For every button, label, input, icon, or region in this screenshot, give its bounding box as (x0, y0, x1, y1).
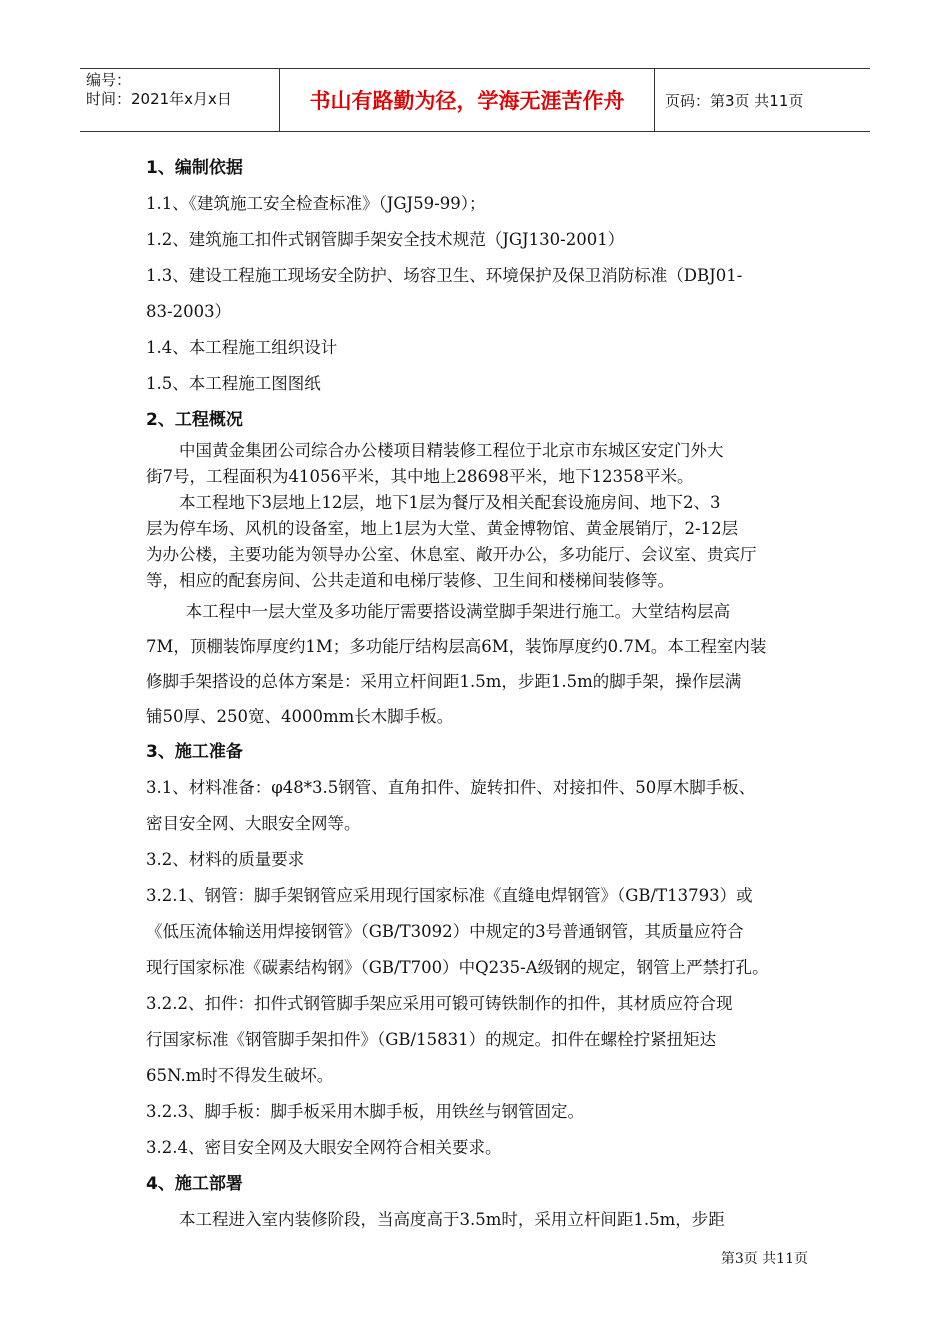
s4-para1-line1: 本工程进入室内装修阶段，当高度高于3.5m时，采用立杆间距1.5m，步距 (179, 1210, 725, 1229)
s3-item-3b: 《低压流体输送用焊接钢管》（GB/T3092）中规定的3号普通钢管，其质量应符合 (146, 922, 744, 941)
s3-item-2: 3.2、材料的质量要求 (146, 850, 305, 869)
s3-item-1a: 3.1、材料准备：φ48*3.5钢管、直角扣件、旋转扣件、对接扣件、50厚木脚手板、 (146, 778, 756, 797)
s3-item-1b: 密目安全网、大眼安全网等。 (146, 814, 361, 833)
s2-para3-line1: 本工程中一层大堂及多功能厅需要搭设满堂脚手架进行施工。大堂结构层高 (185, 602, 731, 621)
section-4-title: 4、施工部署 (146, 1174, 243, 1194)
s3-item-4b: 行国家标准《钢管脚手架扣件》（GB/15831）的规定。扣件在螺栓拧紧扭矩达 (146, 1030, 717, 1049)
s2-para1-line2: 街7号，工程面积为41056平米，其中地上28698平米，地下12358平米。 (146, 467, 694, 486)
s2-para1-line1: 中国黄金集团公司综合办公楼项目精装修工程位于北京市东城区安定门外大 (179, 441, 724, 460)
s3-item-3c: 现行国家标准《碳素结构钢》（GB/T700）中Q235-A级钢的规定，钢管上严禁打孔。 (146, 958, 769, 977)
document-body (146, 150, 806, 1238)
s2-para2-line3: 为办公楼，主要功能为领导办公室、休息室、敞开办公，多功能厅、会议室、贵宾厅 (146, 545, 757, 564)
s2-para3-line2: 7M，顶棚装饰厚度约1M；多功能厅结构层高6M，装饰厚度约0.7M。本工程室内装 (146, 637, 767, 656)
section-2-title: 2、工程概况 (146, 410, 243, 430)
header-meta (80, 69, 280, 131)
s2-para3-line4: 铺50厚、250宽、4000mm长木脚手板。 (146, 707, 454, 726)
s3-item-6: 3.2.4、密目安全网及大眼安全网符合相关要求。 (146, 1138, 502, 1157)
header-motto: 书山有路勤为径，学海无涯苦作舟 (280, 69, 655, 131)
s3-item-5: 3.2.3、脚手板：脚手板采用木脚手板，用铁丝与钢管固定。 (146, 1102, 584, 1121)
s3-item-4a: 3.2.2、扣件：扣件式钢管脚手架应采用可锻可铸铁制作的扣件，其材质应符合现 (146, 994, 733, 1013)
header-page-info: 页码：第3页 共11页 (665, 91, 804, 110)
s1-item-5: 1.5、本工程施工图图纸 (146, 374, 321, 393)
s2-para2-line2: 层为停车场、风机的设备室，地上1层为大堂、黄金博物馆、黄金展销厅，2-12层 (146, 519, 739, 538)
s3-item-3a: 3.2.1、钢管：脚手架钢管应采用现行国家标准《直缝电焊钢管》（GB/T13793）或 (146, 886, 753, 905)
s2-para2-line4: 等，相应的配套房间、公共走道和电梯厅装修、卫生间和楼梯间装修等。 (146, 571, 674, 590)
s1-item-4: 1.4、本工程施工组织设计 (146, 338, 338, 357)
s1-item-1: 1.1、《建筑施工安全检查标准》（JGJ59-99）； (146, 194, 486, 213)
number-label: 编号： (86, 71, 132, 89)
s2-para2-line1: 本工程地下3层地上12层，地下1层为餐厅及相关配套设施房间、地下2、3 (179, 493, 721, 512)
page-footer: 第3页 共11页 (720, 1251, 808, 1267)
section-1-title: 1、编制依据 (146, 158, 243, 178)
s3-item-4c: 65N.m时不得发生破坏。 (146, 1066, 334, 1085)
section-3-title: 3、施工准备 (146, 742, 243, 762)
s1-item-2: 1.2、建筑施工扣件式钢管脚手架安全技术规范（JGJ130-2001） (146, 230, 625, 249)
s1-item-3a: 1.3、建设工程施工现场安全防护、场容卫生、环境保护及保卫消防标准（DBJ01- (146, 266, 743, 285)
s1-item-3b: 83-2003） (146, 302, 232, 321)
page-header (80, 68, 870, 132)
time-label: 时间：2021年x月x日 (86, 90, 232, 108)
s2-para3-line3: 修脚手架搭设的总体方案是：采用立杆间距1.5m，步距1.5m的脚手架，操作层满 (146, 672, 742, 691)
